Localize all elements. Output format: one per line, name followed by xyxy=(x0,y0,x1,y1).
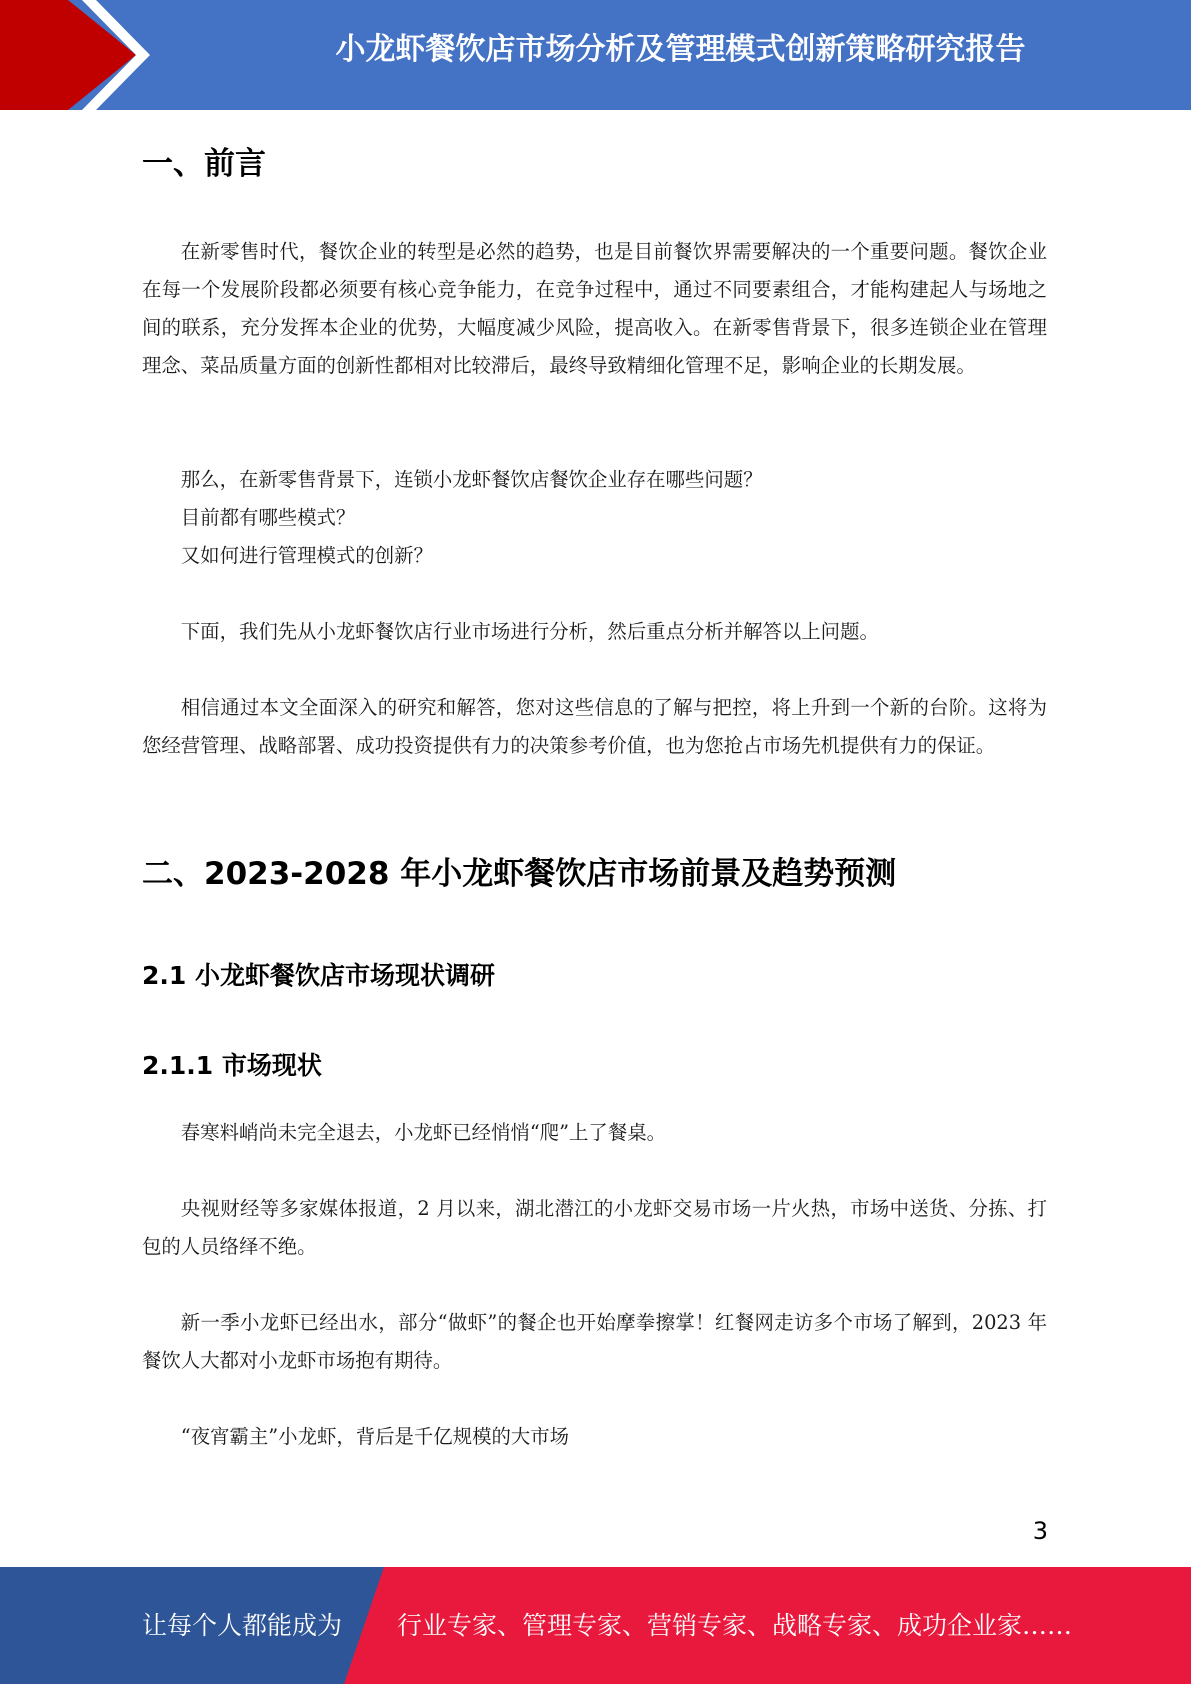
header-title: 小龙虾餐饮店市场分析及管理模式创新策略研究报告 xyxy=(335,32,1026,67)
footer-slogan-left: 让每个人都能成为 xyxy=(142,1611,343,1640)
subsection-heading: 2.1 小龙虾餐饮店市场现状调研 xyxy=(142,961,495,990)
market-paragraph: 新一季小龙虾已经出水，部分“做虾”的餐企也开始摩拳擦掌！红餐网走访多个市场了解到，2023 年餐饮人大都对小龙虾市场抱有期待。 xyxy=(142,1311,1047,1372)
market-paragraph: 央视财经等多家媒体报道，2 月以来，湖北潜江的小龙虾交易市场一片火热，市场中送货、分拣、打包的人员络绎不绝。 xyxy=(142,1197,1047,1258)
forecast-heading: 二、2023-2028 年小龙虾餐饮店市场前景及趋势预测 xyxy=(142,856,897,892)
page-footer xyxy=(0,1567,1191,1684)
market-paragraph: “夜宵霸主”小龙虾，背后是千亿规模的大市场 xyxy=(180,1425,570,1448)
page-header xyxy=(0,0,1191,110)
question-line: 又如何进行管理模式的创新？ xyxy=(180,544,433,567)
market-paragraph: 春寒料峭尚未完全退去，小龙虾已经悄悄“爬”上了餐桌。 xyxy=(180,1121,666,1144)
question-line: 那么，在新零售背景下，连锁小龙虾餐饮店餐饮企业存在哪些问题？ xyxy=(180,468,763,491)
footer-slogan-right: 行业专家、管理专家、营销专家、战略专家、成功企业家…… xyxy=(397,1611,1073,1640)
subsubsection-heading: 2.1.1 市场现状 xyxy=(142,1051,322,1080)
preface-paragraph: 在新零售时代，餐饮企业的转型是必然的趋势，也是目前餐饮界需要解决的一个重要问题。餐饮企业在每一个发展阶段都必须要有核心竞争能力，在竞争过程中，通过不同要素组合，才能构建起人与场地之间的联系，充分发挥本企业的优势，大幅度减少风险，提高收入。在新零售背景下，很多连锁企业在管理理念、菜品质量方面的创新性都相对比较滞后，最终导致精细化管理不足，影响企业的长期发展。 xyxy=(142,240,1047,377)
transition-paragraph: 下面，我们先从小龙虾餐饮店行业市场进行分析，然后重点分析并解答以上问题。 xyxy=(180,620,879,643)
preface-heading: 一、前言 xyxy=(142,146,266,182)
question-line: 目前都有哪些模式？ xyxy=(180,506,356,529)
value-paragraph: 相信通过本文全面深入的研究和解答，您对这些信息的了解与把控，将上升到一个新的台阶。这将为您经营管理、战略部署、成功投资提供有力的决策参考价值，也为您抢占市场先机提供有力的保证。 xyxy=(142,696,1047,757)
page-number: 3 xyxy=(1032,1517,1048,1545)
